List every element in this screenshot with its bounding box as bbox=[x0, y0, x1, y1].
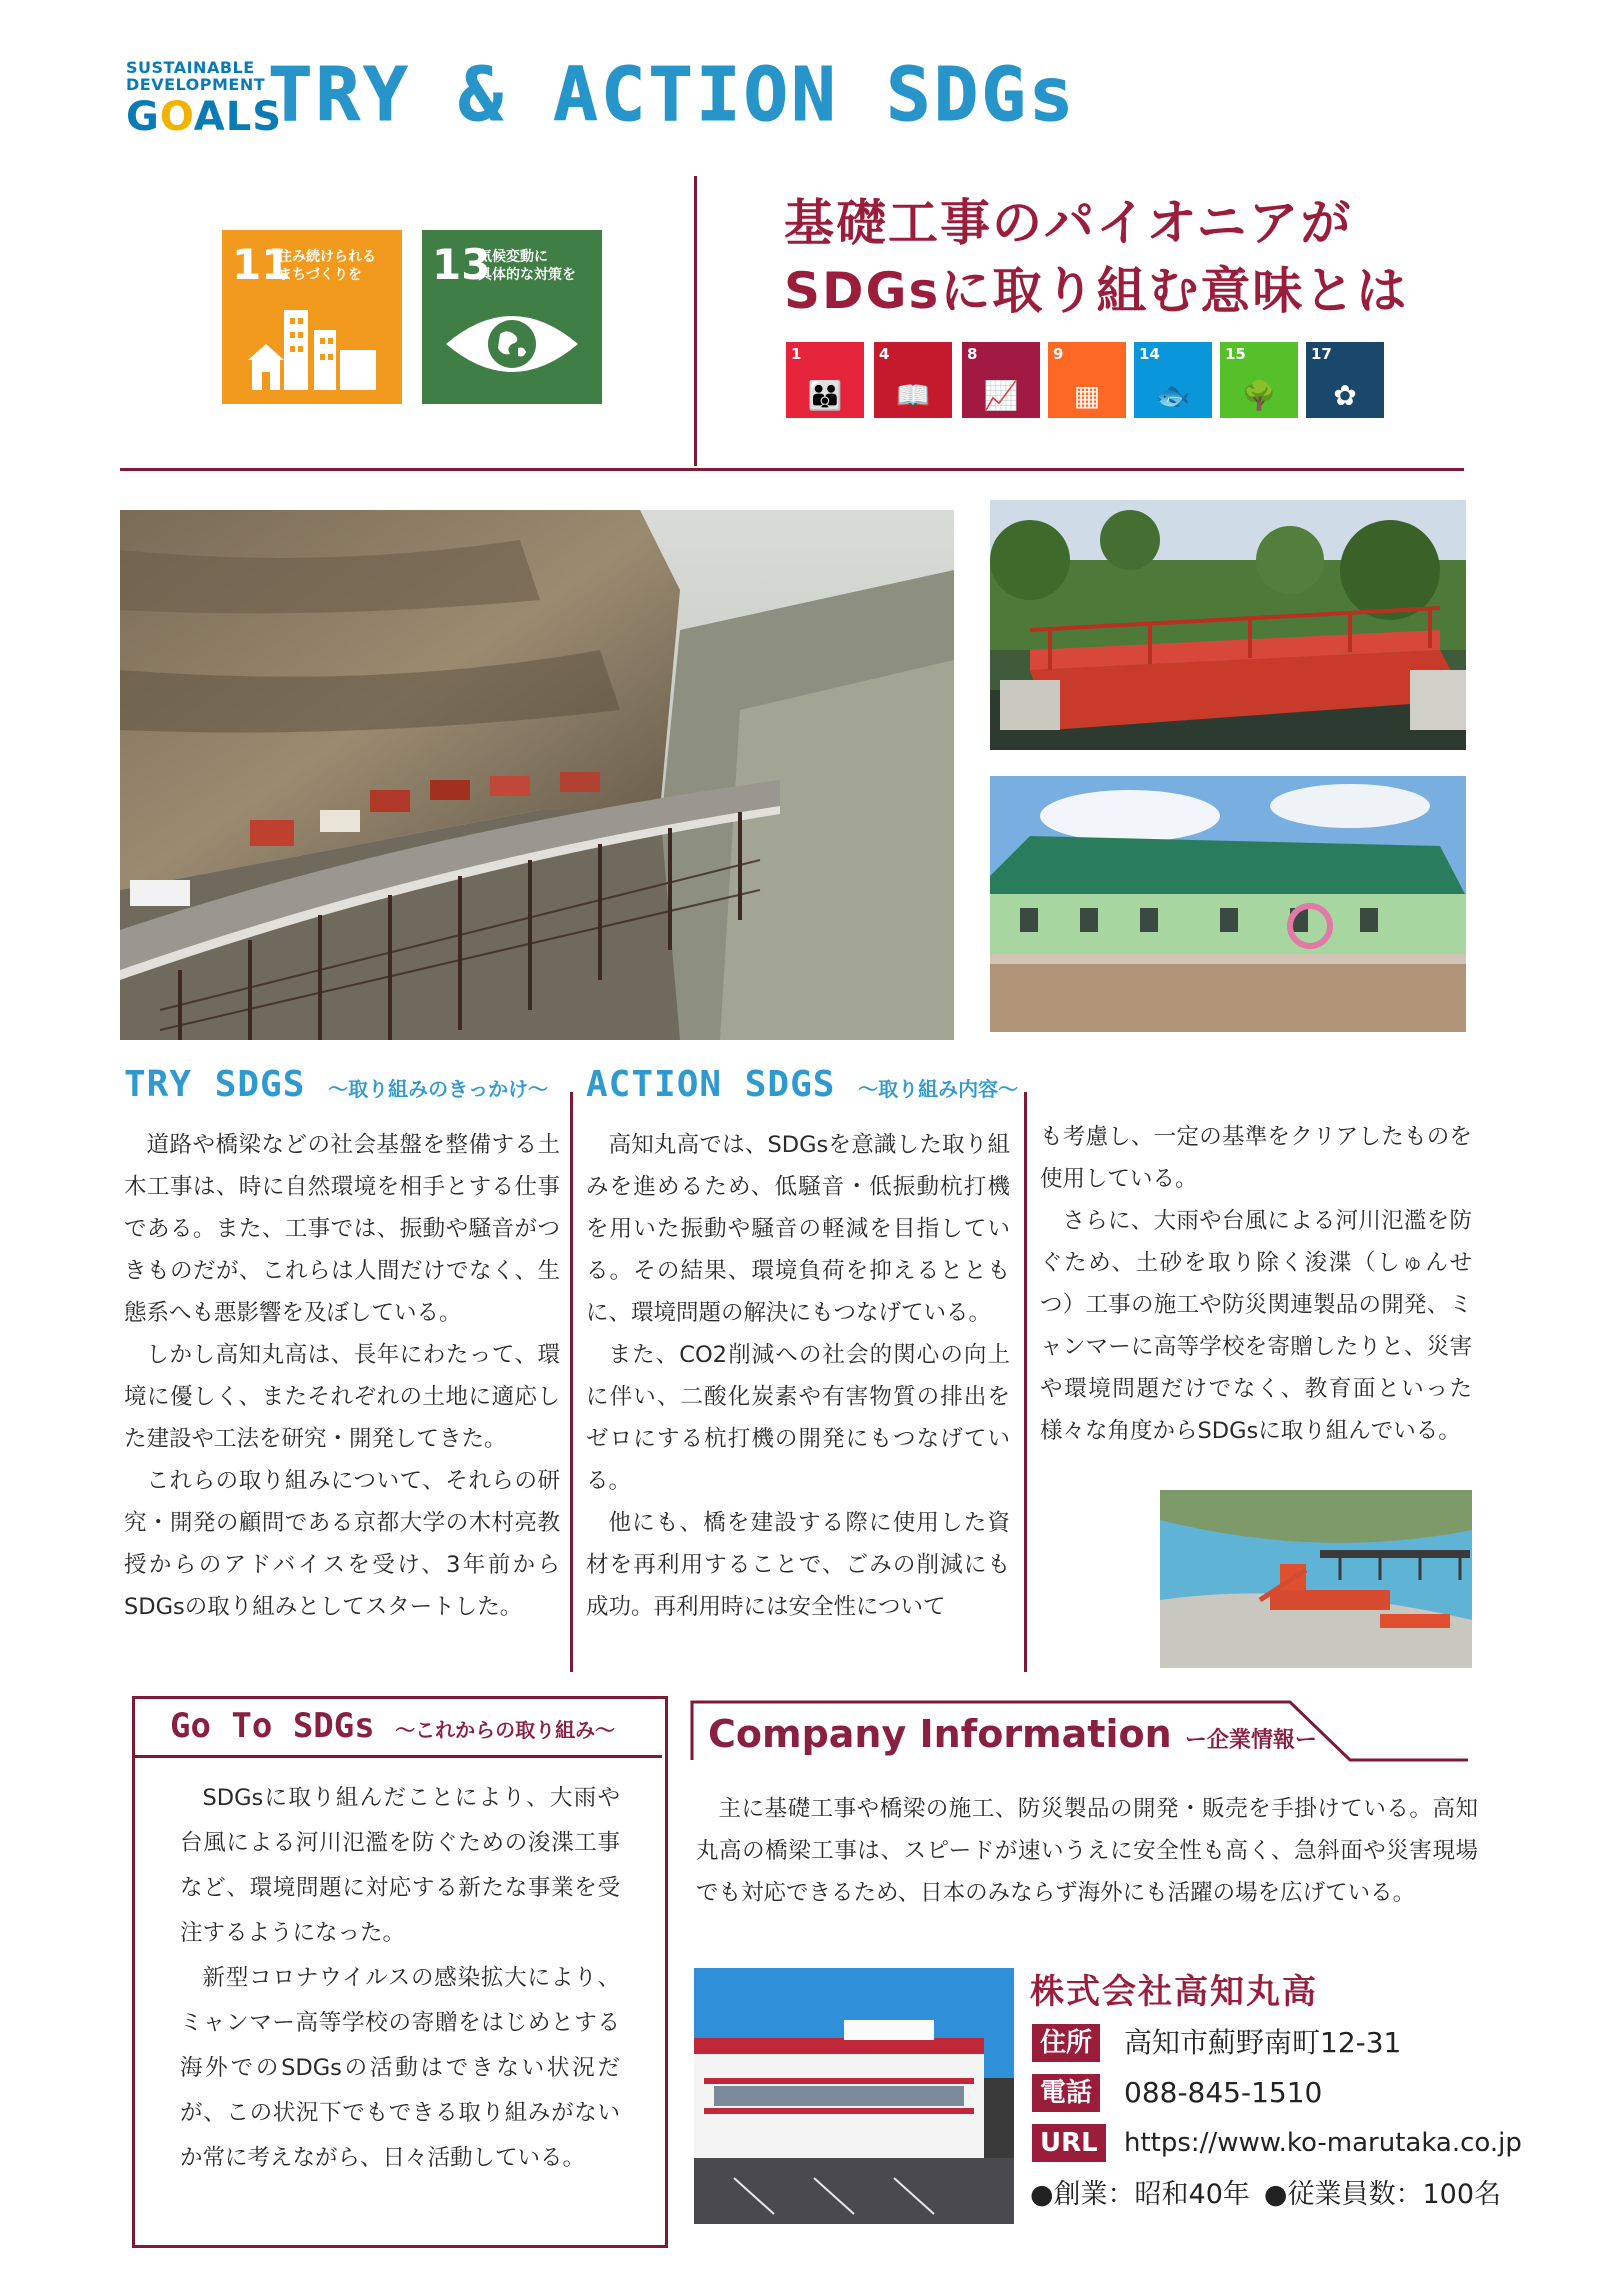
sdg-logo: SUSTAINABLE DEVELOPMENT GOALS bbox=[126, 58, 283, 140]
phone-value: 088-845-1510 bbox=[1124, 2076, 1323, 2109]
headline: 基礎工事のパイオニアが SDGsに取り組む意味とは bbox=[784, 194, 1409, 320]
address-label: 住所 bbox=[1032, 2024, 1100, 2062]
goal-14-icon: 14 🐟 bbox=[1134, 342, 1212, 418]
goal-1-icon: 1 👪 bbox=[786, 342, 864, 418]
go-to-sdgs-text: SDGsに取り組んだことにより、大雨や台風による河川氾濫を防ぐための浚渫工事など、環境問題に対応する新たな事業を受注するようになった。 新型コロナウイルスの感染拡大により、ミャンマー高等学校の寄贈をはじめとする海外でのSDGsの活動はできない状況だが、この状況下でもできる取り組みがないか常に考えながら、日々活動している。 bbox=[180, 1785, 620, 2171]
company-name: 株式会社高知丸高 bbox=[1030, 1972, 1318, 2012]
address-value: 高知市薊野南町12-31 bbox=[1124, 2026, 1402, 2059]
divider bbox=[694, 176, 697, 466]
try-sdgs-heading: TRY SDGS 〜取り組みのきっかけ〜 bbox=[124, 1064, 549, 1105]
company-heading: Company Information ー企業情報ー bbox=[708, 1712, 1317, 1756]
goal-17-icon: 17 ✿ bbox=[1306, 342, 1384, 418]
company-description: 主に基礎工事や橋梁の施工、防災製品の開発・販売を手掛けている。高知丸高の橋梁工事は、スピードが速いうえに安全性も高く、急斜面や災害現場でも対応できるため、日本のみならず海外にも活躍の場を広げている。 bbox=[696, 1796, 1478, 1906]
try-sdgs-text: 道路や橋梁などの社会基盤を整備する土木工事は、時に自然環境を相手とする仕事である。また、工事では、振動や騒音がつきものだが、これらは人間だけでなく、生態系へも悪影響を及ぼしている。 しかし高知丸高は、長年にわたって、環境に優しく、またそれぞれの土地に適応した建設や工法を研究・開発してきた。 これらの取り組みについて、それらの研究・開発の顧問である京都大学の木村亮教授からのアドバイスを受け、3年前からSDGsの取り組みとしてスタートした。 bbox=[124, 1132, 560, 1620]
dredging-photo bbox=[1160, 1490, 1472, 1668]
column-divider bbox=[570, 1092, 573, 1672]
phone-label: 電話 bbox=[1032, 2074, 1100, 2112]
action-sdgs-text-col1: 高知丸高では、SDGsを意識した取り組みを進めるため、低騒音・低振動杭打機を用いた振動や騒音の軽減を目指している。その結果、環境負荷を抑えるとともに、環境問題の解決にもつなげている。 また、CO2削減への社会的関心の向上に伴い、二酸化炭素や有害物質の排出をゼロにする杭打機の開発にもつなげている。 他にも、橋を建設する際に使用した資材を再利用することで、ごみの削減にも成功。再利用時には安全性について bbox=[586, 1132, 1010, 1620]
action-sdgs-heading: ACTION SDGS 〜取り組み内容〜 bbox=[586, 1064, 1019, 1105]
url-label: URL bbox=[1032, 2124, 1106, 2162]
founded-info: ●創業：昭和40年 ●従業員数：100名 bbox=[1030, 2179, 1502, 2210]
goal-8-icon: 8 📈 bbox=[962, 342, 1040, 418]
cliff-road-photo bbox=[120, 510, 954, 1040]
page-title: TRY & ACTION SDGs bbox=[268, 52, 1077, 138]
goal-13-icon: 13 気候変動に 具体的な対策を bbox=[422, 230, 602, 404]
goal-4-icon: 4 📖 bbox=[874, 342, 952, 418]
goal-11-icon: 11 住み続けられる まちづくりを bbox=[222, 230, 402, 404]
goal-9-icon: 9 ▦ bbox=[1048, 342, 1126, 418]
column-divider bbox=[1024, 1092, 1027, 1672]
go-to-sdgs-heading: Go To SDGs 〜これからの取り組み〜 bbox=[170, 1706, 616, 1746]
action-sdgs-text-col2: も考慮し、一定の基準をクリアしたものを使用している。 さらに、大雨や台風による河川氾濫を防ぐため、土砂を取り除く浚渫（しゅんせつ）工事の施工や防災関連製品の開発、ミャンマーに高等学校を寄贈したりと、災害や環境問題だけでなく、教育面といった様々な角度からSDGsに取り組んでいる。 bbox=[1040, 1124, 1472, 1444]
school-building-photo bbox=[990, 776, 1466, 1032]
divider bbox=[120, 468, 1464, 471]
red-bridge-photo bbox=[990, 500, 1466, 750]
url-link[interactable]: https://www.ko-marutaka.co.jp bbox=[1124, 2128, 1522, 2158]
company-building-photo bbox=[694, 1968, 1014, 2224]
goal-15-icon: 15 🌳 bbox=[1220, 342, 1298, 418]
